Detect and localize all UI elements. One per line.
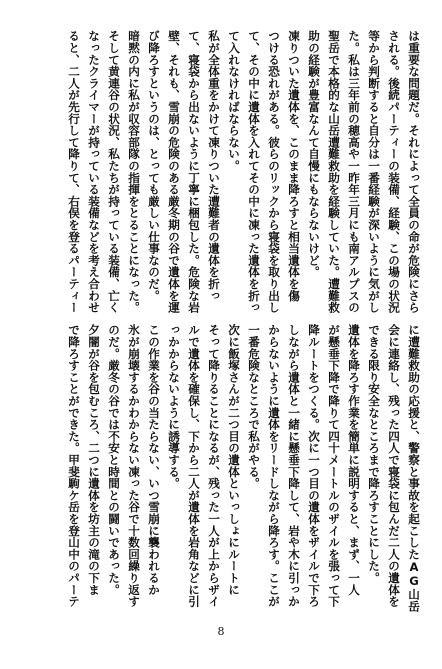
text-column: 凍りついた遺体を、このまま降ろすと相当遺体を傷 [287,30,301,302]
text-column: 夕闇が谷を包むころ、二つに遺体を坊主の滝の下ま [87,324,101,596]
text-column: つける恐れがある。彼らのリックから寝袋を取り出し [267,30,281,314]
text-column: そって降りることになるが、残った一人が上からザイ [207,324,221,608]
text-column: て、その中に遺体を入れてその中に凍った遺体を折っ [247,30,261,314]
text-column: び降ろすというのは、とっても厳しい仕事なのだ。 [147,30,161,302]
text-column: 壁、それも、雪崩の危険のある厳冬期の谷で遺体を運 [167,30,181,314]
text-column: 一番危険なところで私がやる。 [247,324,261,490]
text-column: て、寝袋から出ないように丁寧に梱包した。危険な岩 [187,30,201,314]
text-column: 降ルートをつくる。次に一つ目の遺体をザイルで下ろ [307,324,321,608]
text-column: は重要な問題だ。それによって全員の命が危険にさら [407,30,421,314]
text-column: 次に飯塚さんが二つ目の遺体といっしょにルートに [227,324,241,596]
bottom-text-block [24,324,424,614]
text-column: に遭難救助の応援と、警察と事故を起こしたAG山岳 [407,324,421,612]
top-text-block [24,30,424,320]
text-column: 会に連絡し、残った四人で寝袋に包んだ二人の遺体を [387,324,401,608]
text-column: のだ。厳冬の谷では不安と時間との闘いであった。 [107,324,121,596]
text-column: っかからないように誘導する。 [167,324,181,490]
text-column: た。私は三年前の穂高や一昨年三月にも南アルプスの [347,30,361,314]
text-column: そして黄連谷の状況、私たちが持っている装備、亡く [107,30,121,314]
page-number: 8 [217,625,225,638]
text-column: しながら遺体と一緒に懸垂下降して、岩や木に引っか [287,324,301,608]
text-column: 暗黙の内に私が収容部隊の指揮をとることになった。 [127,30,141,314]
text-column: からないように遺体をリードしながら降ろす。ここが [267,324,281,608]
text-column: この作業を谷の当たらない、いつ雪崩に襲われるか [147,324,161,596]
text-column: なったクライマーが持っている装備などを考え合わせ [87,30,101,314]
text-column: ルで遺体を確保し、下から二人が遺体を岩角などに引 [187,324,201,608]
text-column: が懸垂下降で降りて四十メートルのザイルを張って下 [327,324,341,608]
text-column: 氷が崩壊するかわからない凍った谷で十数回繰り返す [127,324,141,608]
text-column: 等から判断すると自分は一番経験が深いように気がし [367,30,381,314]
text-column: ると、二人が先行して降りて、右俣を登るパーティー [67,30,81,314]
text-column: される。後続パーティーの装備、経験、この場の状況 [387,30,401,314]
text-column: できる限り安全なところまで降ろすことにした。 [367,324,381,584]
text-column: 私が全体重をかけて凍りついた遭難者の遺体を折っ [207,30,221,302]
text-column: 助の経験が豊富なんて自慢にもならないけど。 [307,30,321,278]
text-column: 遺体を降ろす作業を簡単に説明すると、まず、一人 [347,324,361,596]
text-column: て入れなければならない。 [227,30,241,172]
text-column: で降ろすことができた。甲斐駒ケ岳を登山中のパーテ [67,324,81,608]
text-column: 聖岳で本格的な山岳遭難救助を経験していた。遭難救 [327,30,341,314]
